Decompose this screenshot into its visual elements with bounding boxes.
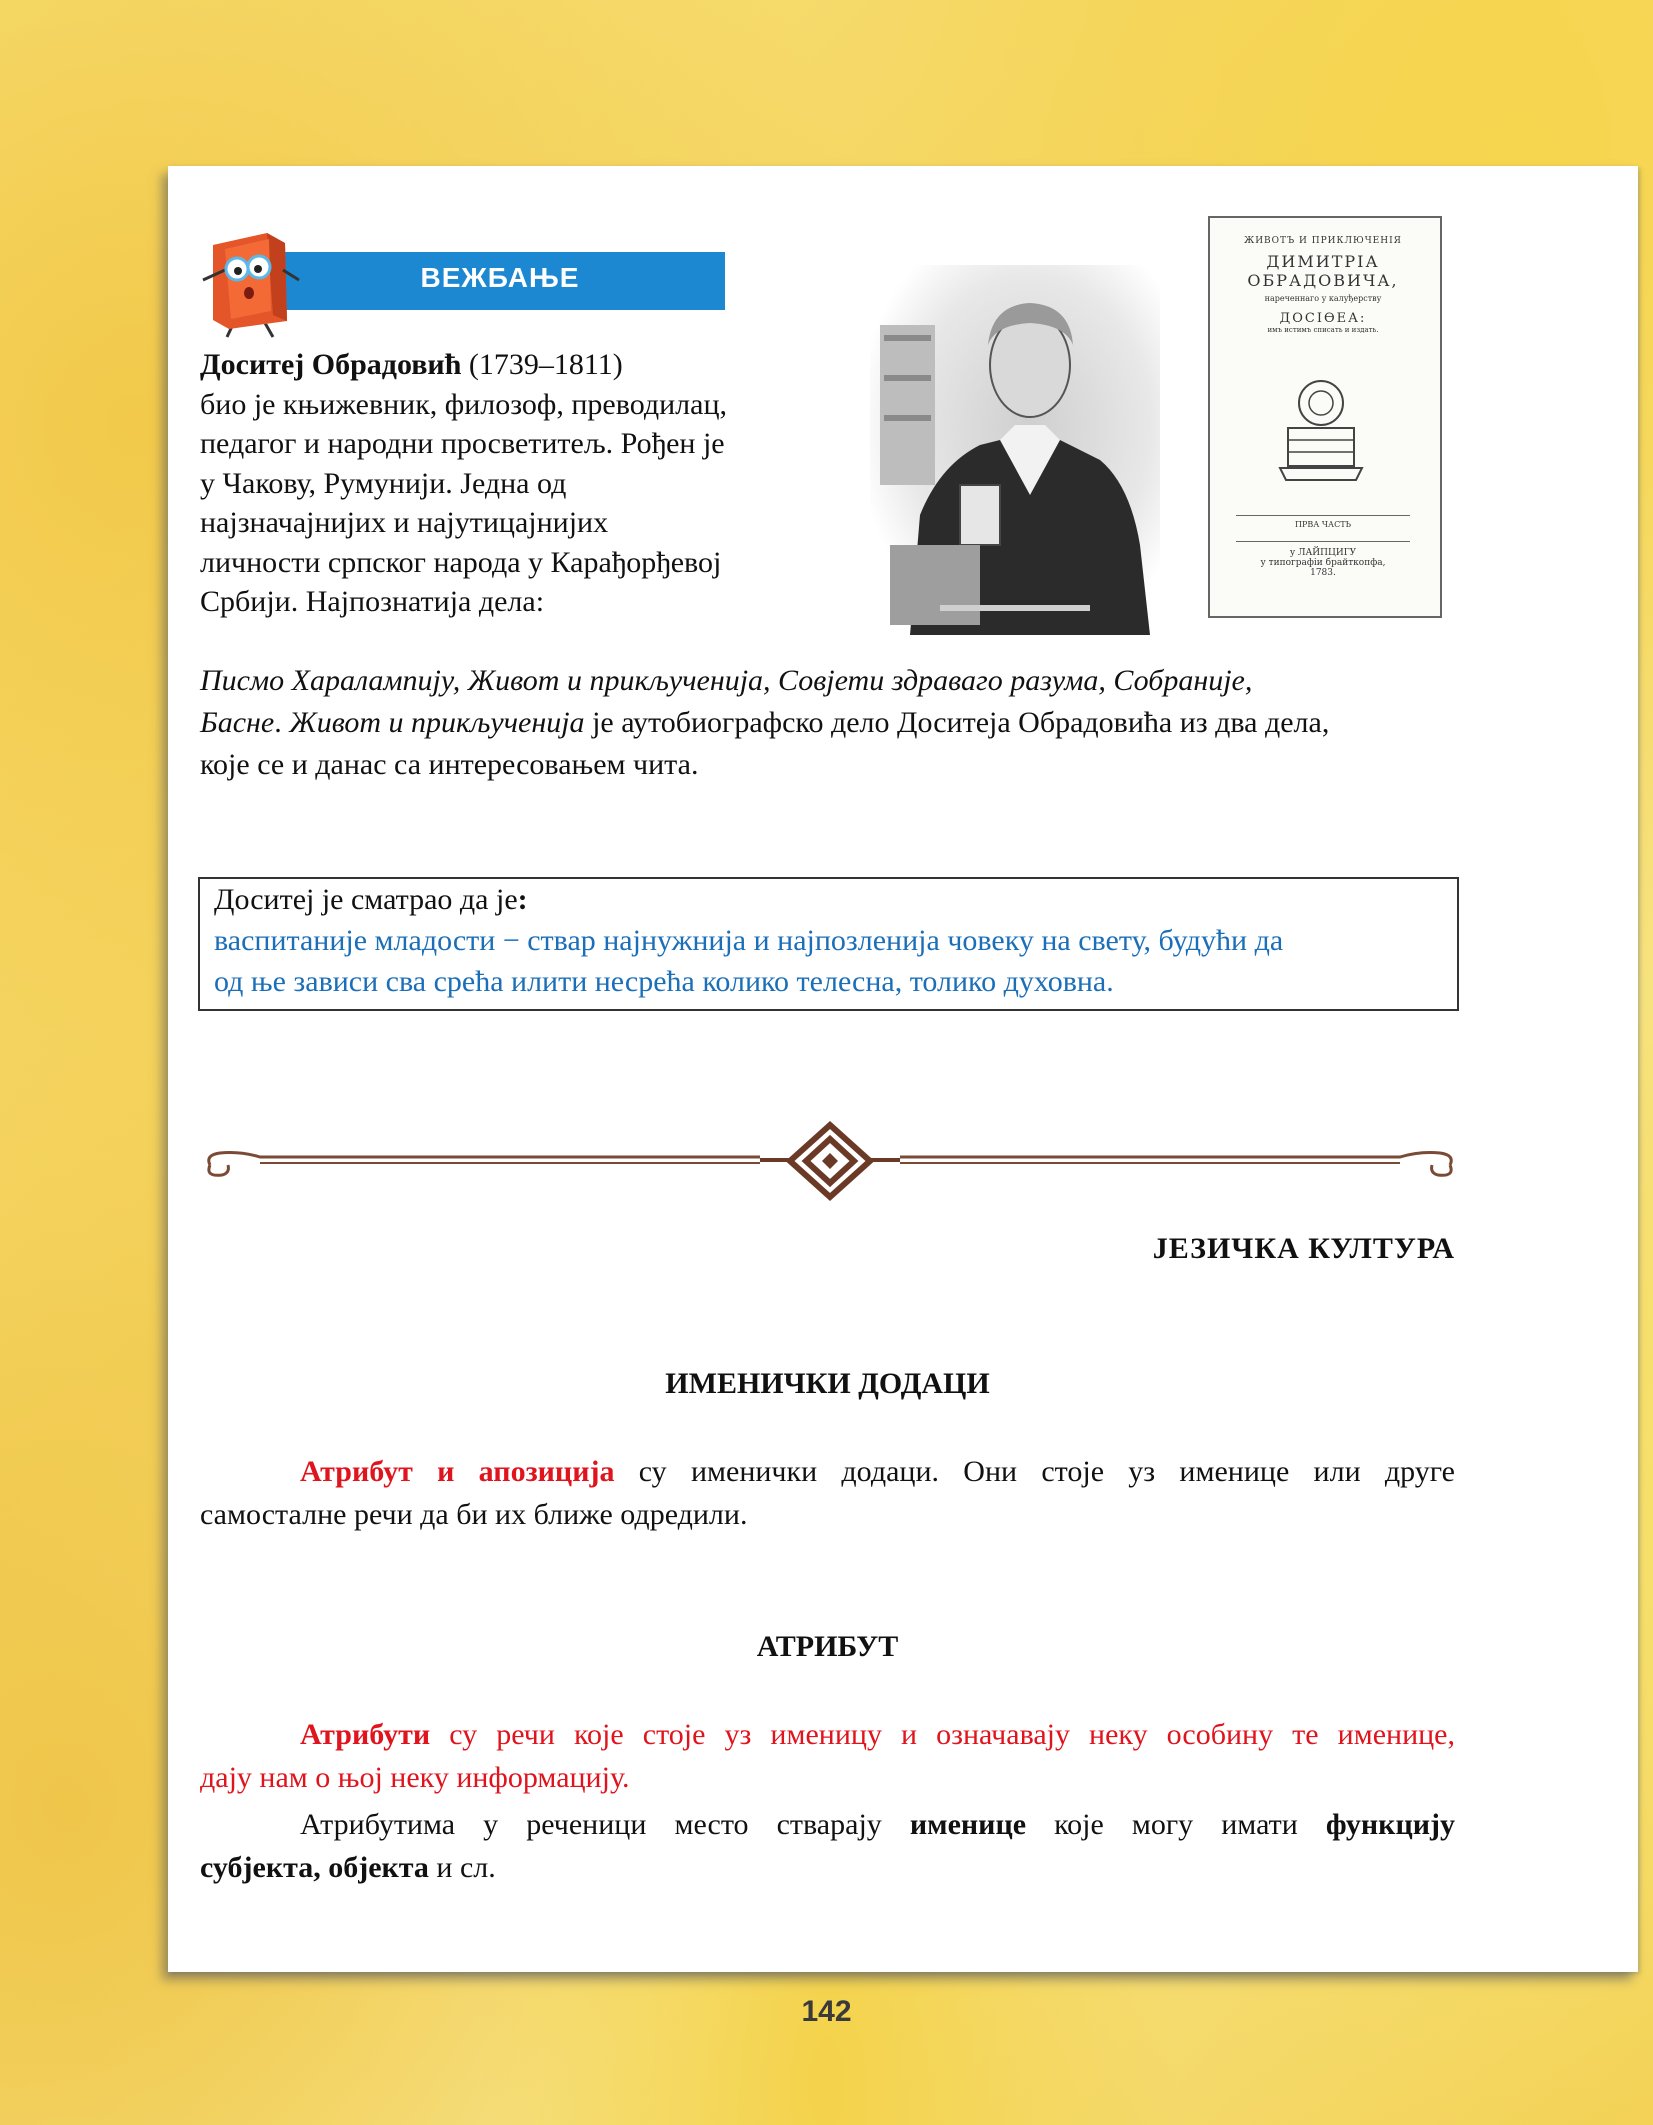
term-attribute-apposition: Атрибут и апозиција — [300, 1455, 615, 1488]
term-function: функцију — [1325, 1808, 1455, 1841]
intro-text: су именички додаци. Они стоје уз именице или друге — [614, 1455, 1455, 1488]
works-list: Писмо Харалампију, Живот и прикључениja, Совјети здраваго разума, Собраније, — [200, 664, 1253, 697]
term-subject-object: субјекта, објекта — [200, 1851, 429, 1884]
term-attributes: Атрибути — [300, 1718, 431, 1751]
cover-line: ПРВА ЧАСТЬ — [1236, 515, 1410, 529]
quote-intro-text: Доситеј је сматрао да је — [214, 883, 518, 916]
portrait-engraving — [870, 245, 1170, 640]
bio-line: најзначајнијих и најутицајнијих — [200, 506, 609, 539]
quote-line: од ње зависи сва срећа илити несрећа колико телесна, толико духовна. — [214, 965, 1114, 998]
bio-heading-line — [200, 345, 900, 385]
works-description: је аутобиографско дело Доситеја Обрадовића из два дела, — [584, 706, 1330, 739]
definition-line-2: дају нам о њој неку информацију. — [200, 1761, 630, 1794]
works-separator: . — [274, 706, 290, 739]
cover-line: имъ истимъ списать и издать. — [1267, 326, 1379, 334]
cover-line: у типографіи брайткопфа, — [1260, 558, 1386, 568]
definition-paragraph — [200, 1713, 1455, 1799]
ornamental-divider — [200, 1115, 1460, 1205]
bio-paragraph — [200, 345, 900, 622]
bio-line: личности српског народа у Карађорђевој — [200, 545, 722, 579]
quote-colon: : — [517, 883, 528, 916]
quote-line: васпитаније младости − ствар најнужнија и најпозленија човеку на свету, будући да — [214, 924, 1284, 957]
usage-text: које могу имати — [1026, 1808, 1326, 1841]
works-paragraph — [200, 660, 1460, 786]
author-years: (1739–1811) — [461, 348, 623, 381]
book-cover-text — [1216, 236, 1430, 334]
section-title: ИМЕНИЧКИ ДОДАЦИ — [665, 1367, 990, 1400]
cover-line: ОБРАДОВИЧА, — [1247, 271, 1399, 290]
bio-line: био је књижевник, филозоф, преводилац, — [200, 387, 727, 421]
intro-line-2: самосталне речи да би их ближе одредили. — [200, 1498, 748, 1531]
bio-line: Србији. Најпознатија дела: — [200, 585, 545, 618]
cover-line: ДИМИТРІА — [1266, 252, 1380, 271]
works-last-line: које се и данас са интересовањем чита. — [200, 748, 699, 781]
usage-paragraph — [200, 1803, 1455, 1889]
cover-ornament-icon — [1276, 368, 1366, 488]
book-cover-footer — [1216, 515, 1430, 578]
cover-line: 1783. — [1310, 568, 1336, 578]
usage-text: Атрибутима у реченици место стварају — [300, 1808, 910, 1841]
quote-box — [198, 877, 1459, 1011]
bio-line: педагог и народни просветитељ. Рођен је — [200, 427, 725, 460]
bio-line: у Чакову, Румунији. Једна од — [200, 466, 567, 500]
cover-line: ЖИВОТЪ И ПРИКЛЮЧЕНІЯ — [1244, 236, 1402, 246]
subsection-title: АТРИБУТ — [756, 1630, 899, 1663]
works-zivot: Живот и прикљученија — [289, 706, 585, 739]
usage-text-end: и сл. — [428, 1851, 496, 1884]
section-kicker: ЈЕЗИЧКА КУЛТУРА — [1152, 1232, 1455, 1265]
term-nouns: именице — [909, 1808, 1027, 1841]
quote-intro — [214, 883, 528, 917]
book-mascot-icon — [195, 225, 310, 340]
definition-text: су речи које стоје уз именицу и означавају неку особину те именице, — [430, 1718, 1455, 1751]
cover-line: у ЛАЙПЦИГУ — [1236, 541, 1410, 558]
intro-paragraph — [200, 1450, 1455, 1536]
exercise-badge-label: ВЕЖБАЊЕ — [420, 262, 580, 293]
author-name: Доситеј Обрадовић — [200, 348, 462, 381]
page-number: 142 — [801, 1995, 852, 2028]
cover-line: нареченнаго у калуђерству — [1264, 294, 1382, 303]
exercise-badge — [275, 252, 725, 310]
works-basne: Басне — [200, 706, 275, 739]
cover-line: ДОСІѲЕА: — [1279, 311, 1367, 326]
